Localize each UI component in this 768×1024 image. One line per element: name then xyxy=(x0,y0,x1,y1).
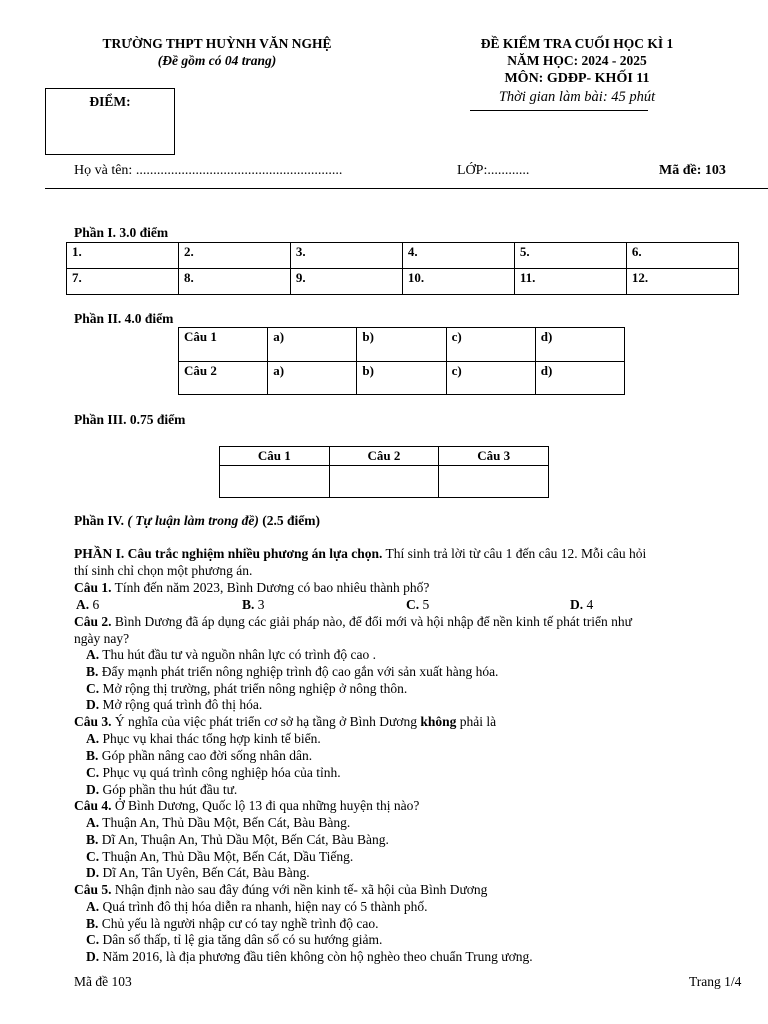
question-label-cell: Câu 1 xyxy=(179,328,268,362)
question-label: Câu 3. xyxy=(74,714,112,729)
q4-option-a[interactable] xyxy=(74,815,768,832)
q3-option-b[interactable] xyxy=(74,748,768,765)
q5-option-a[interactable] xyxy=(74,899,768,916)
part4-title xyxy=(74,513,320,529)
q2-option-a[interactable] xyxy=(74,647,768,664)
answer-cell[interactable]: 2. xyxy=(178,243,290,269)
option-letter: B. xyxy=(86,832,99,847)
q1-option-d[interactable] xyxy=(570,597,593,613)
score-box xyxy=(45,88,175,155)
q5-option-d[interactable] xyxy=(74,949,768,966)
option-letter: A. xyxy=(76,597,90,612)
option-text: 3 xyxy=(254,597,265,612)
page-number: Trang 1/4 xyxy=(689,974,742,989)
header-divider xyxy=(45,188,768,189)
option-text: Mở rộng quá trình đô thị hóa. xyxy=(99,697,263,712)
q3-option-c[interactable] xyxy=(74,765,768,782)
option-text: Thu hút đầu tư và nguồn nhân lực có trình độ cao . xyxy=(99,647,376,662)
option-text: Dân số thấp, tỉ lệ gia tăng dân số có su hướng giảm. xyxy=(99,932,383,947)
q1-option-c[interactable] xyxy=(406,597,429,613)
option-text: Góp phần nâng cao đời sống nhân dân. xyxy=(98,748,313,763)
part3-answer-grid xyxy=(219,446,549,498)
option-text: Đẩy mạnh phát triển nông nghiệp trình độ cao gắn với sản xuất hàng hóa. xyxy=(98,664,499,679)
question-5 xyxy=(74,882,764,899)
answer-cell[interactable]: 4. xyxy=(402,243,514,269)
answer-cell[interactable]: 1. xyxy=(67,243,179,269)
q4-option-c[interactable] xyxy=(74,849,768,866)
q1-option-a[interactable] xyxy=(76,597,99,613)
q3-option-d[interactable] xyxy=(74,782,768,799)
question-label: Câu 2. xyxy=(74,614,112,629)
option-letter: A. xyxy=(86,647,100,662)
answer-cell[interactable]: 11. xyxy=(514,269,626,295)
option-letter: C. xyxy=(86,932,100,947)
option-text: Năm 2016, là địa phương đầu tiên không còn hộ nghèo theo chuẩn Trung ương. xyxy=(99,949,533,964)
q2-option-c[interactable] xyxy=(74,681,768,698)
option-letter: C. xyxy=(86,681,100,696)
option-text: Quá trình đô thị hóa diễn ra nhanh, hiện nay có 5 thành phố. xyxy=(99,899,428,914)
option-text: 4 xyxy=(583,597,594,612)
answer-cell[interactable]: 3. xyxy=(290,243,402,269)
option-letter: A. xyxy=(86,899,100,914)
part4-suffix: (2.5 điểm) xyxy=(258,513,321,528)
part4-prefix: Phần IV. xyxy=(74,513,128,528)
section1-heading-bold: PHẦN I. Câu trắc nghiệm nhiều phương án lựa chọn. xyxy=(74,546,383,561)
option-text: 6 xyxy=(89,597,100,612)
question-text: Tính đến năm 2023, Bình Dương có bao nhiêu thành phố? xyxy=(111,580,430,595)
option-text: Dĩ An, Tân Uyên, Bến Cát, Bàu Bàng. xyxy=(99,865,310,880)
part2-title: Phần II. 4.0 điểm xyxy=(74,311,174,326)
answer-cell[interactable]: 6. xyxy=(626,243,738,269)
score-label: ĐIỂM: xyxy=(89,94,131,109)
question-label-cell: Câu 2 xyxy=(179,362,268,395)
q4-option-d[interactable] xyxy=(74,865,768,882)
question-emphasis: không xyxy=(420,714,457,729)
q4-option-b[interactable] xyxy=(74,832,768,849)
option-text: Góp phần thu hút đầu tư. xyxy=(99,782,238,797)
question-text: Ở Bình Dương, Quốc lộ 13 đi qua những huyện thị nào? xyxy=(111,798,420,813)
time-underline xyxy=(470,110,648,111)
subject: MÔN: GDĐP- KHỐI 11 xyxy=(504,71,650,86)
q2-option-b[interactable] xyxy=(74,664,768,681)
option-letter: A. xyxy=(86,731,100,746)
answer-cell[interactable]: d) xyxy=(535,362,624,395)
question-4 xyxy=(74,798,764,815)
exam-time: Thời gian làm bài: 45 phút xyxy=(498,89,656,105)
question-3 xyxy=(74,714,764,731)
option-text: 5 xyxy=(419,597,430,612)
part3-header-cell: Câu 2 xyxy=(329,447,439,466)
class-field: LỚP:............ xyxy=(457,163,530,178)
part2-answer-grid xyxy=(178,327,625,395)
exam-title: ĐỀ KIỂM TRA CUỐI HỌC KÌ 1 xyxy=(480,36,674,51)
school-name: TRƯỜNG THPT HUỲNH VĂN NGHỆ xyxy=(102,36,332,51)
answer-cell[interactable] xyxy=(329,466,439,498)
answer-cell[interactable]: c) xyxy=(446,362,535,395)
option-letter: D. xyxy=(86,782,100,797)
option-text: Phục vụ khai thác tổng hợp kinh tế biển. xyxy=(99,731,321,746)
answer-cell[interactable]: 5. xyxy=(514,243,626,269)
question-text: Bình Dương đã áp dụng các giải pháp nào, để đổi mới và hội nhập để nền kinh tế phát triển như xyxy=(111,614,632,629)
option-letter: B. xyxy=(86,748,99,763)
answer-cell[interactable]: 8. xyxy=(178,269,290,295)
option-text: Mở rộng thị trường, phát triển nông nghiệp ở nông thôn. xyxy=(99,681,408,696)
q2-option-d[interactable] xyxy=(74,697,768,714)
option-letter: B. xyxy=(86,664,99,679)
option-text: Thuận An, Thủ Dầu Một, Bến Cát, Bàu Bàng. xyxy=(99,815,351,830)
option-letter: C. xyxy=(86,765,100,780)
exam-code: Mã đề: 103 xyxy=(659,163,726,178)
part1-answer-grid xyxy=(66,242,739,295)
answer-cell[interactable]: 7. xyxy=(67,269,179,295)
part3-header-cell: Câu 3 xyxy=(439,447,549,466)
answer-cell[interactable]: 9. xyxy=(290,269,402,295)
answer-cell[interactable]: 12. xyxy=(626,269,738,295)
answer-cell[interactable]: d) xyxy=(535,328,624,362)
part3-header-cell: Câu 1 xyxy=(220,447,330,466)
part1-title: Phần I. 3.0 điểm xyxy=(74,225,169,240)
section1-heading xyxy=(74,546,764,563)
section1-heading-rest: Thí sinh trả lời từ câu 1 đến câu 12. Mỗi câu hỏi xyxy=(382,546,647,561)
q1-option-b[interactable] xyxy=(242,597,265,613)
pages-note: (Đề gồm có 04 trang) xyxy=(157,53,277,68)
answer-cell[interactable]: c) xyxy=(446,328,535,362)
answer-cell[interactable]: b) xyxy=(357,362,446,395)
answer-cell[interactable] xyxy=(439,466,549,498)
question-label: Câu 4. xyxy=(74,798,112,813)
part4-italic: ( Tự luận làm trong đề) xyxy=(127,513,259,528)
question-1 xyxy=(74,580,764,597)
question-text: Ý nghĩa của việc phát triển cơ sở hạ tầng ở Bình Dương xyxy=(111,714,421,729)
option-letter: C. xyxy=(406,597,420,612)
question-2 xyxy=(74,614,764,631)
answer-cell[interactable]: a) xyxy=(268,362,357,395)
option-letter: B. xyxy=(86,916,99,931)
question-label: Câu 5. xyxy=(74,882,112,897)
question-text: Nhận định nào sau đây đúng với nền kinh tế- xã hội của Bình Dương xyxy=(111,882,488,897)
name-field: Họ và tên: ........................................................... xyxy=(74,163,343,178)
question-text-end: phải là xyxy=(456,714,497,729)
answer-cell[interactable]: 10. xyxy=(402,269,514,295)
answer-cell[interactable]: a) xyxy=(268,328,357,362)
option-text: Thuận An, Thủ Dầu Một, Bến Cát, Dầu Tiếng. xyxy=(99,849,354,864)
option-letter: D. xyxy=(86,949,100,964)
option-letter: D. xyxy=(86,697,100,712)
q5-option-c[interactable] xyxy=(74,932,768,949)
q5-option-b[interactable] xyxy=(74,916,768,933)
school-year: NĂM HỌC: 2024 - 2025 xyxy=(507,53,647,68)
footer-code: Mã đề 103 xyxy=(74,974,132,989)
answer-cell[interactable] xyxy=(220,466,330,498)
option-letter: D. xyxy=(86,865,100,880)
part3-title: Phần III. 0.75 điểm xyxy=(74,412,186,427)
option-text: Chủ yếu là người nhập cư có tay nghề trình độ cao. xyxy=(98,916,379,931)
option-letter: D. xyxy=(570,597,584,612)
option-text: Dĩ An, Thuận An, Thủ Dầu Một, Bến Cát, Bàu Bàng. xyxy=(98,832,389,847)
section1-heading-line2: thí sinh chỉ chọn một phương án. xyxy=(74,563,253,578)
answer-cell[interactable]: b) xyxy=(357,328,446,362)
option-text: Phục vụ quá trình công nghiệp hóa của tỉnh. xyxy=(99,765,341,780)
option-letter: B. xyxy=(242,597,255,612)
q3-option-a[interactable] xyxy=(74,731,768,748)
option-letter: C. xyxy=(86,849,100,864)
option-letter: A. xyxy=(86,815,100,830)
question-label: Câu 1. xyxy=(74,580,112,595)
question-2-line2: ngày nay? xyxy=(74,631,130,646)
